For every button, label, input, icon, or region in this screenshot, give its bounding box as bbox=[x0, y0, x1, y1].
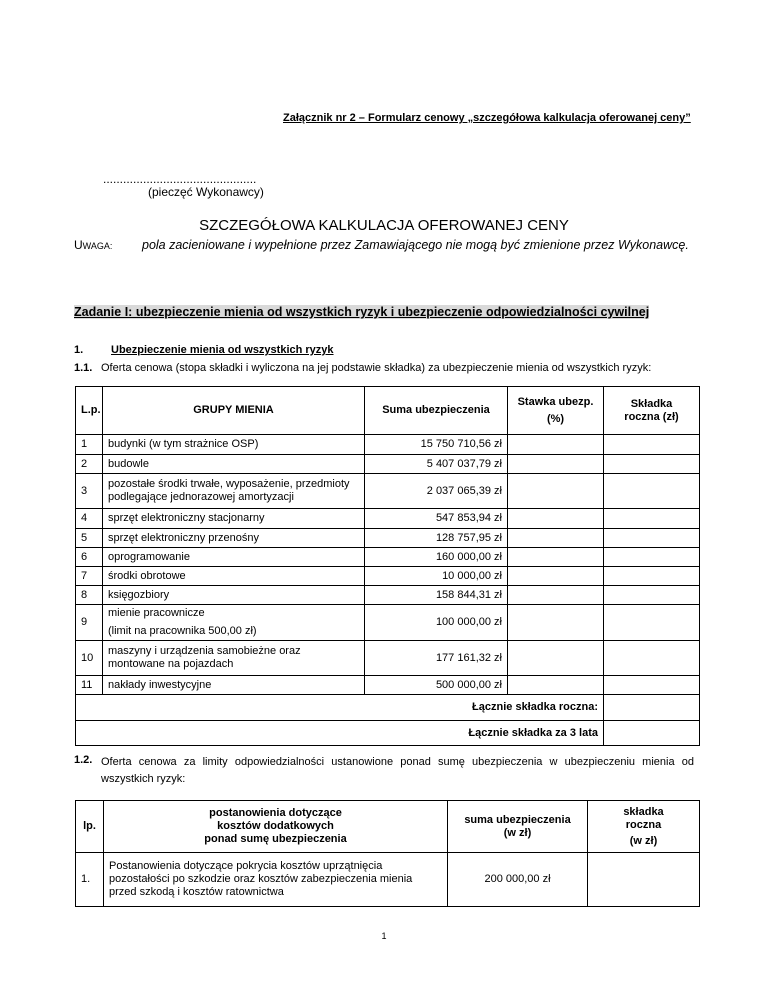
row-sum: 547 853,94 zł bbox=[365, 509, 508, 529]
premium-input[interactable] bbox=[604, 641, 700, 676]
rate-input[interactable] bbox=[508, 548, 604, 567]
row-lp: 7 bbox=[76, 567, 103, 586]
row-desc: Postanowienia dotyczące pokrycia kosztów uprzątnięcia pozostałości po szkodzie oraz kosztów zabezpieczenia mienia przed szkodą i kosztów ratownictwa bbox=[104, 853, 448, 907]
premium-input[interactable] bbox=[604, 567, 700, 586]
rate-input[interactable] bbox=[508, 567, 604, 586]
sub12-number: 1.2. bbox=[74, 754, 93, 766]
table-row bbox=[76, 605, 700, 641]
header-premium: składka roczna (w zł) bbox=[588, 801, 700, 853]
premium-input[interactable] bbox=[588, 853, 700, 907]
row-lp: 1. bbox=[76, 853, 104, 907]
row-sum: 15 750 710,56 zł bbox=[365, 435, 508, 455]
header-rate: Stawka ubezp. (%) bbox=[508, 387, 604, 435]
row-name: sprzęt elektroniczny przenośny bbox=[103, 529, 365, 548]
rate-input[interactable] bbox=[508, 435, 604, 455]
row-lp: 3 bbox=[76, 474, 103, 509]
stamp-label: (pieczęć Wykonawcy) bbox=[148, 185, 264, 199]
row-name: budynki (w tym strażnice OSP) bbox=[103, 435, 365, 455]
total-3years-input[interactable] bbox=[604, 721, 700, 746]
header-lp: lp. bbox=[76, 801, 104, 853]
header-premium: Składka roczna (zł) bbox=[604, 387, 700, 435]
table-row bbox=[76, 529, 700, 548]
sub11-text: Oferta cenowa (stopa składki i wyliczona na jej podstawie składka) za ubezpieczenie mienia od wszystkich ryzyk: bbox=[101, 362, 652, 374]
rate-input[interactable] bbox=[508, 474, 604, 509]
rate-input[interactable] bbox=[508, 586, 604, 605]
row-lp: 11 bbox=[76, 676, 103, 695]
table-row bbox=[76, 509, 700, 529]
row-name: sprzęt elektroniczny stacjonarny bbox=[103, 509, 365, 529]
premium-input[interactable] bbox=[604, 605, 700, 641]
stamp-dots: .............................................. bbox=[103, 172, 257, 186]
rate-input[interactable] bbox=[508, 529, 604, 548]
sub12-text: Oferta cenowa za limity odpowiedzialności ustanowione ponad sumę ubezpieczenia w ubezpieczeniu mienia od wszystkich ryzyk: bbox=[101, 756, 694, 785]
table-row bbox=[76, 455, 700, 474]
row-name: maszyny i urządzenia samobieżne oraz montowane na pojazdach bbox=[103, 641, 365, 676]
total-3years-label: Łącznie składka za 3 lata bbox=[76, 721, 604, 746]
premium-input[interactable] bbox=[604, 435, 700, 455]
row-lp: 2 bbox=[76, 455, 103, 474]
total-annual-input[interactable] bbox=[604, 695, 700, 721]
rate-input[interactable] bbox=[508, 509, 604, 529]
row-lp: 4 bbox=[76, 509, 103, 529]
premium-input[interactable] bbox=[604, 509, 700, 529]
page-title: SZCZEGÓŁOWA KALKULACJA OFEROWANEJ CENY bbox=[199, 217, 569, 234]
row-sum: 100 000,00 zł bbox=[365, 605, 508, 641]
table-row bbox=[76, 853, 700, 907]
premium-input[interactable] bbox=[604, 455, 700, 474]
premium-input[interactable] bbox=[604, 474, 700, 509]
sub11-number: 1.1. bbox=[74, 362, 93, 374]
header-sum: Suma ubezpieczenia bbox=[365, 387, 508, 435]
header-lp: L.p. bbox=[76, 387, 103, 435]
row-lp: 1 bbox=[76, 435, 103, 455]
row-name: budowle bbox=[103, 455, 365, 474]
row-name: oprogramowanie bbox=[103, 548, 365, 567]
property-table bbox=[75, 386, 700, 746]
row-lp: 10 bbox=[76, 641, 103, 676]
table-header-row bbox=[76, 387, 700, 435]
table-row bbox=[76, 435, 700, 455]
row-name: pozostałe środki trwałe, wyposażenie, przedmioty podlegające jednorazowej amortyzacji bbox=[103, 474, 365, 509]
row-sum: 10 000,00 zł bbox=[365, 567, 508, 586]
rate-input[interactable] bbox=[508, 455, 604, 474]
row-sum: 5 407 037,79 zł bbox=[365, 455, 508, 474]
section-title: Ubezpieczenie mienia od wszystkich ryzyk bbox=[111, 344, 334, 356]
note-text: pola zacieniowane i wypełnione przez Zamawiającego nie mogą być zmienione przez Wykonawcę. bbox=[142, 238, 689, 252]
table-row bbox=[76, 586, 700, 605]
row-name: środki obrotowe bbox=[103, 567, 365, 586]
row-sum: 128 757,95 zł bbox=[365, 529, 508, 548]
row-lp: 6 bbox=[76, 548, 103, 567]
header-sum: suma ubezpieczenia (w zł) bbox=[448, 801, 588, 853]
header-group: GRUPY MIENIA bbox=[103, 387, 365, 435]
row-lp: 9 bbox=[76, 605, 103, 641]
page-number: 1 bbox=[381, 931, 387, 941]
row-name: mienie pracownicze (limit na pracownika 500,00 zł) bbox=[103, 605, 365, 641]
row-sum: 158 844,31 zł bbox=[365, 586, 508, 605]
row-name: księgozbiory bbox=[103, 586, 365, 605]
table-row bbox=[76, 567, 700, 586]
row-sum: 2 037 065,39 zł bbox=[365, 474, 508, 509]
total-3years-row bbox=[76, 721, 700, 746]
table-row bbox=[76, 548, 700, 567]
rate-input[interactable] bbox=[508, 676, 604, 695]
table-header-row bbox=[76, 801, 700, 853]
row-sum: 160 000,00 zł bbox=[365, 548, 508, 567]
row-sum: 500 000,00 zł bbox=[365, 676, 508, 695]
rate-input[interactable] bbox=[508, 605, 604, 641]
table-row bbox=[76, 641, 700, 676]
total-annual-row bbox=[76, 695, 700, 721]
premium-input[interactable] bbox=[604, 586, 700, 605]
row-lp: 8 bbox=[76, 586, 103, 605]
row-sum: 177 161,32 zł bbox=[365, 641, 508, 676]
note-label: UWAGA: bbox=[74, 238, 113, 252]
section-number: 1. bbox=[74, 344, 84, 356]
header-desc: postanowienia dotyczące kosztów dodatkowych ponad sumę ubezpieczenia bbox=[104, 801, 448, 853]
table-row bbox=[76, 676, 700, 695]
limits-table bbox=[75, 800, 700, 907]
attachment-title: Załącznik nr 2 – Formularz cenowy „szczegółowa kalkulacja oferowanej ceny” bbox=[283, 112, 691, 124]
premium-input[interactable] bbox=[604, 529, 700, 548]
row-sum: 200 000,00 zł bbox=[448, 853, 588, 907]
rate-input[interactable] bbox=[508, 641, 604, 676]
table-row bbox=[76, 474, 700, 509]
row-lp: 5 bbox=[76, 529, 103, 548]
row-name: nakłady inwestycyjne bbox=[103, 676, 365, 695]
task-heading: Zadanie I: ubezpieczenie mienia od wszystkich ryzyk i ubezpieczenie odpowiedzialności cywilnej bbox=[74, 305, 650, 319]
total-annual-label: Łącznie składka roczna: bbox=[76, 695, 604, 721]
premium-input[interactable] bbox=[604, 548, 700, 567]
premium-input[interactable] bbox=[604, 676, 700, 695]
